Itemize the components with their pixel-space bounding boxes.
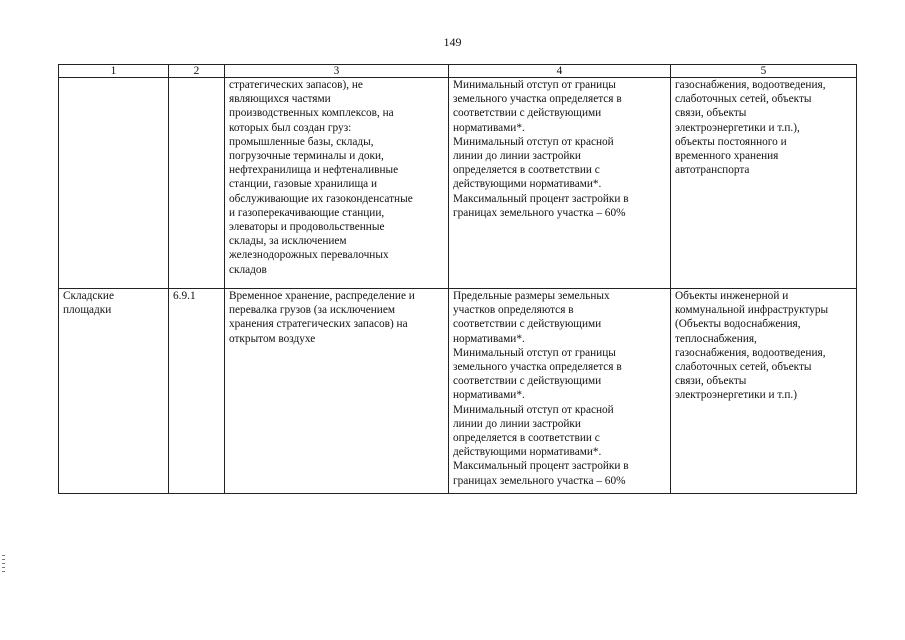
- cell-text: Предельные размеры земельных участков определяются в соответствии с действующими нормативами*. Минимальный отступ от границы земельного участка определяется в соответствии с действующими нормативами*. Минимальный отступ от красной линии до линии застройки определяется в соответствии с действующими нормативами*. Максимальный процент застройки в границах земельного участка – 60%: [453, 290, 629, 487]
- parameters-cell: [449, 289, 671, 494]
- page-number: 149: [443, 35, 462, 49]
- column-header-1: 1: [59, 65, 169, 78]
- cell-text: 6.9.1: [173, 290, 196, 302]
- column-header-3: 3: [225, 65, 449, 78]
- code-cell: [169, 289, 225, 494]
- column-header-2: 2: [169, 65, 225, 78]
- infrastructure-cell: [671, 289, 857, 494]
- cell-text: Минимальный отступ от границы земельного участка определяется в соответствии с действующими нормативами*. Минимальный отступ от красной линии до линии застройки определяется в соответствии с действующими нормативами*. Максимальный процент застройки в границах земельного участка – 60%: [453, 79, 629, 219]
- table-row: [59, 78, 857, 289]
- regulations-table: [58, 64, 857, 494]
- cell-text: стратегических запасов), не являющихся частями производственных комплексов, на которых был создан груз: промышленные базы, склады, погрузочные терминалы и доки, нефтехранилища и нефтеналивные станции, газовые хранилища и обслуживающие их газоконденсатные и газоперекачивающие станции, элеваторы и продовольственные склады, за исключением железнодорожных перевалочных складов: [229, 79, 413, 276]
- cell-text: газоснабжения, водоотведения, слаботочных сетей, объекты связи, объекты электроэнергетики и т.п.), объекты постоянного и временного хранения автотранспорта: [675, 79, 826, 177]
- margin-tick: [2, 571, 5, 572]
- description-cell: [225, 78, 449, 289]
- column-header-5: 5: [671, 65, 857, 78]
- table-row: [59, 289, 857, 494]
- parameters-cell: [449, 78, 671, 289]
- column-header-4: 4: [449, 65, 671, 78]
- margin-tick: [2, 559, 5, 560]
- cell-text: Складские площадки: [63, 290, 114, 317]
- land-use-type-cell: [59, 289, 169, 494]
- cell-text: Объекты инженерной и коммунальной инфраструктуры (Объекты водоснабжения, теплоснабжения, газоснабжения, водоотведения, слаботочных сетей, объекты связи, объекты электроэнергетики и т.п.): [675, 290, 829, 402]
- code-cell: [169, 78, 225, 289]
- land-use-type-cell: [59, 78, 169, 289]
- margin-tick: [2, 567, 5, 568]
- cell-text: Временное хранение, распределение и перевалка грузов (за исключением хранения стратегических запасов) на открытом воздухе: [229, 290, 415, 345]
- margin-tick: [2, 563, 5, 564]
- scan-margin-marks: [2, 555, 6, 575]
- description-cell: [225, 289, 449, 494]
- margin-tick: [2, 555, 5, 556]
- table-header-row: [59, 65, 857, 78]
- infrastructure-cell: [671, 78, 857, 289]
